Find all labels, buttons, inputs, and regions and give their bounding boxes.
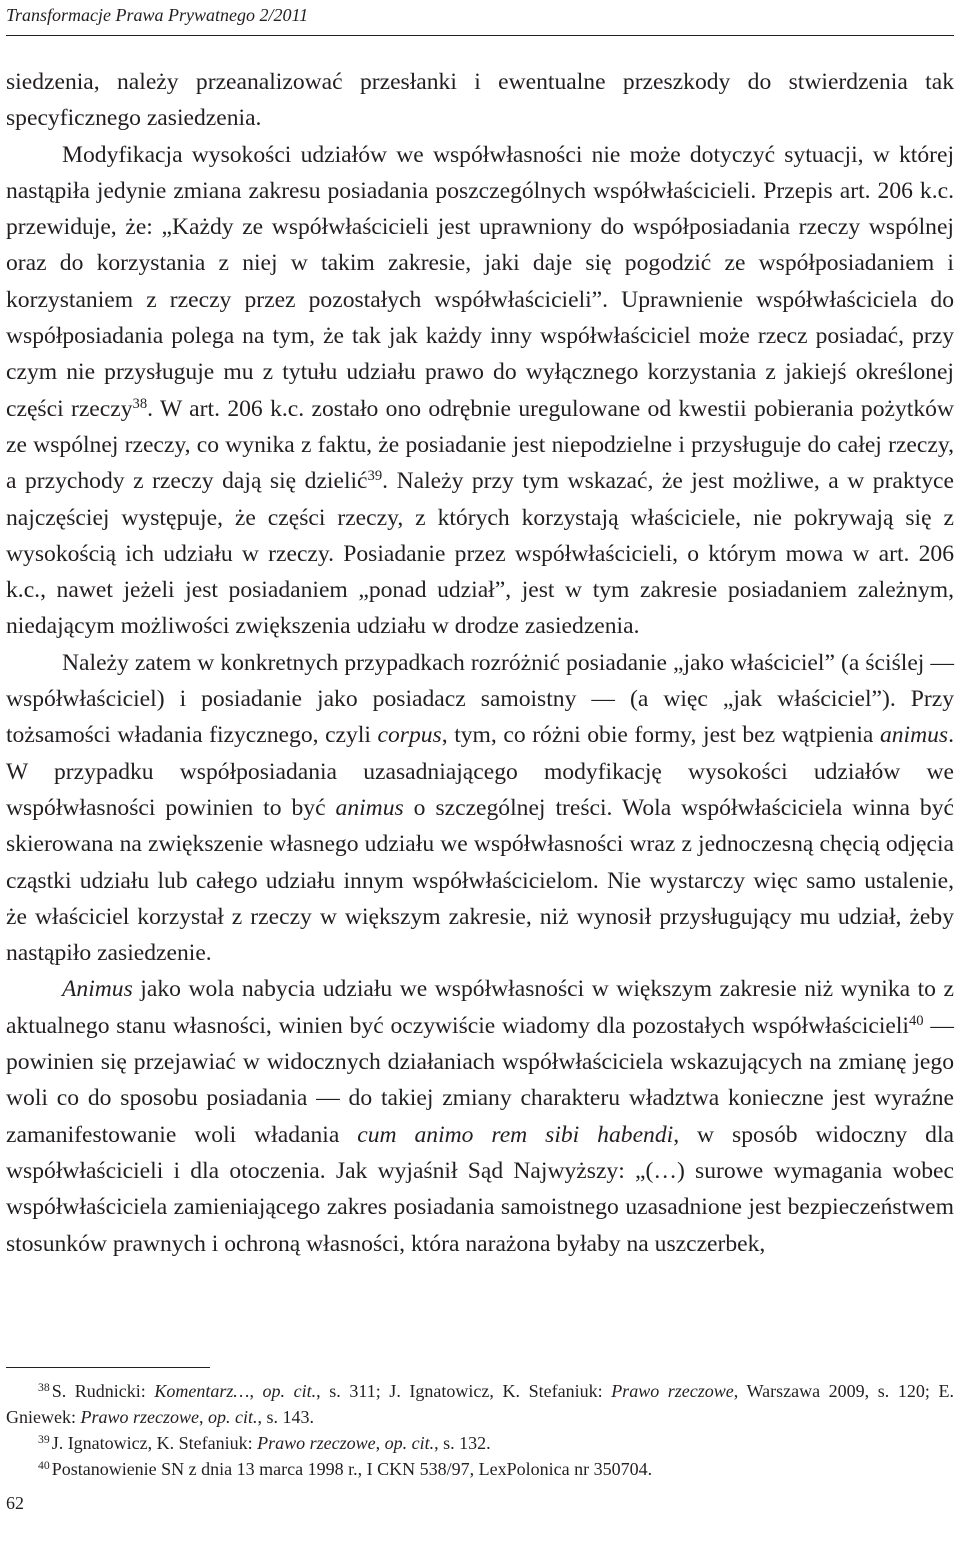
running-header: [6, 4, 954, 36]
text-run: Postanowienie SN z dnia 13 marca 1998 r., I CKN 538/97, LexPolonica nr 350704.: [51, 1459, 653, 1479]
text-run: siedzenia, należy przeanalizować przesłanki i ewentualne przeszkody do stwierdzenia tak specyficznego zasiedzenia.: [6, 69, 954, 132]
italic-term: cum animo rem sibi habendi: [357, 1121, 674, 1148]
italic-term: Komentarz…: [154, 1381, 250, 1401]
text-run: , Warszawa 2009, s. 120; E. Gniewek:: [6, 1381, 955, 1427]
journal-title: Transformacje Prawa Prywatnego 2/2011: [6, 5, 309, 25]
text-run: , w sposób widoczny dla współwłaścicieli i dla otoczenia. Jak wyjaśnił Sąd Najwyższy: „(…) surowe wymagania wobec współwłaściciela zamieniającego zakres posiadania samoistnego uzasadnione jest bezpieczeństwem stosunków prawnych i ochroną własności, która narażona byłaby na uszczerbek,: [6, 1121, 954, 1257]
footnote-ref-40[interactable]: 40: [908, 1012, 924, 1029]
footnote-number: 40: [38, 1459, 50, 1473]
footnote-number: 38: [38, 1381, 50, 1395]
text-run: . W art. 206 k.c. zostało ono odrębnie uregulowane od kwestii pobierania pożytków ze wspólnej rzeczy, co wynika z faktu, że posiadanie jest niepodzielne i przysługuje do całej rzeczy, a przychody z rzeczy dają się dzielić: [6, 395, 954, 495]
italic-term: animus: [335, 794, 404, 821]
paragraph-continuation: [6, 64, 954, 137]
page-number: 62: [6, 1493, 24, 1513]
text-run: Modyfikacja wysokości udziałów we współwłasności nie może dotyczyć sytuacji, w której nastąpiła jedynie zmiana zakresu posiadania poszczególnych współwłaścicieli. Przepis art. 206 k.c. przewiduje, że: „Każdy ze współwłaścicieli jest uprawniony do współposiadania rzeczy wspólnej oraz do korzystania z niej w takim zakresie, jaki daje się pogodzić ze współposiadaniem i korzystaniem z rzeczy przez pozostałych współwłaścicieli”. Uprawnienie współwłaściciela do współposiadania polega na tym, że tak jak każdy inny współwłaściciel może rzecz posiadać, przy czym nie przysługuje mu z tytułu udziału prawo do wyłącznego korzystania z jakiejś określonej części rzeczy: [6, 141, 954, 422]
text-run: ,: [249, 1381, 263, 1401]
italic-term: Prawo rzeczowe: [257, 1433, 376, 1453]
paragraph-nalezy: [6, 645, 954, 972]
italic-term: Prawo rzeczowe: [611, 1381, 734, 1401]
text-run: S. Rudnicki:: [51, 1381, 155, 1401]
text-run: . Należy przy tym wskazać, że jest możliwe, a w praktyce najczęściej występuje, że części rzeczy, z których korzystają właściciele, nie pokrywają się z wysokością ich udziału w rzeczy. Posiadanie przez współwłaścicieli, o którym mowa w art. 206 k.c., nawet jeżeli jest posiadaniem „ponad udział”, jest w tym zakresie posiadaniem zależnym, niedającym możliwości zwiększenia udziału w drodze zasiedzenia.: [6, 468, 954, 640]
paragraph-modyfikacja: [6, 137, 954, 645]
italic-term: animus: [879, 722, 949, 749]
text-run: , s. 143.: [257, 1407, 314, 1427]
text-run: . W przypadku współposiadania uzasadniającego modyfikację wysokości udziałów we współwłasności powinien to być: [6, 722, 955, 821]
text-run: Należy zatem w konkretnych przypadkach rozróżnić posiadanie „jako właściciel” (a ściślej — współwłaściciel) i posiadanie jako posiadacz samoistny — (a więc „jak właściciel”). Przy tożsamości władania fizycznego, czyli: [6, 649, 954, 749]
main-text: [6, 64, 954, 1262]
footnote-ref-39[interactable]: 39: [367, 468, 383, 485]
italic-term: op. cit.: [207, 1407, 258, 1427]
footnote-ref-38[interactable]: 38: [132, 395, 148, 412]
italic-term: Prawo rzeczowe: [80, 1407, 199, 1427]
italic-term: op. cit.: [262, 1381, 317, 1401]
footnote-separator: [6, 1367, 210, 1368]
text-run: , s. 311; J. Ignatowicz, K. Stefaniuk:: [316, 1381, 612, 1401]
text-run: , s. 132.: [434, 1433, 491, 1453]
text-run: , tym, co różni obie formy, jest bez wątpienia: [441, 722, 880, 749]
text-run: o szczególnej treści. Wola współwłaściciela winna być skierowana na zwiększenie własnego udziału we współwłasności wraz z jednoczesną chęcią odjęcia cząstki udziału lub całego udziału innym współwłaścicielom. Nie wystarczy więc samo ustalenie, że właściciel korzystał z rzeczy w większym zakresie, niż wynosił przysługujący mu udział, żeby nastąpiło zasiedzenie.: [6, 794, 954, 967]
text-run: ,: [375, 1433, 385, 1453]
text-run: jako wola nabycia udziału we współwłasności w większym zakresie niż wynika to z aktualnego stanu własności, winien być oczywiście wiadomy dla pozostałych współwłaścicieli: [6, 976, 954, 1039]
footnotes: [6, 1378, 954, 1482]
italic-term: corpus: [377, 722, 442, 749]
footnote-39: [6, 1430, 954, 1456]
italic-term: op. cit.: [384, 1433, 435, 1453]
text-run: J. Ignatowicz, K. Stefaniuk:: [51, 1433, 258, 1453]
footnote-40: [6, 1456, 954, 1482]
footnote-38: [6, 1378, 954, 1430]
italic-term: Animus: [62, 976, 133, 1003]
footnote-number: 39: [38, 1433, 50, 1447]
paragraph-animus: [6, 971, 954, 1261]
text-run: ,: [198, 1407, 208, 1427]
text-run: — powinien się przejawiać w widocznych działaniach współwłaściciela wskazujących na zmianę jego woli co do sposobu posiadania — do takiej zmiany charakteru władztwa konieczne jest wyraźne zamanifestowanie woli władania: [6, 1012, 954, 1148]
